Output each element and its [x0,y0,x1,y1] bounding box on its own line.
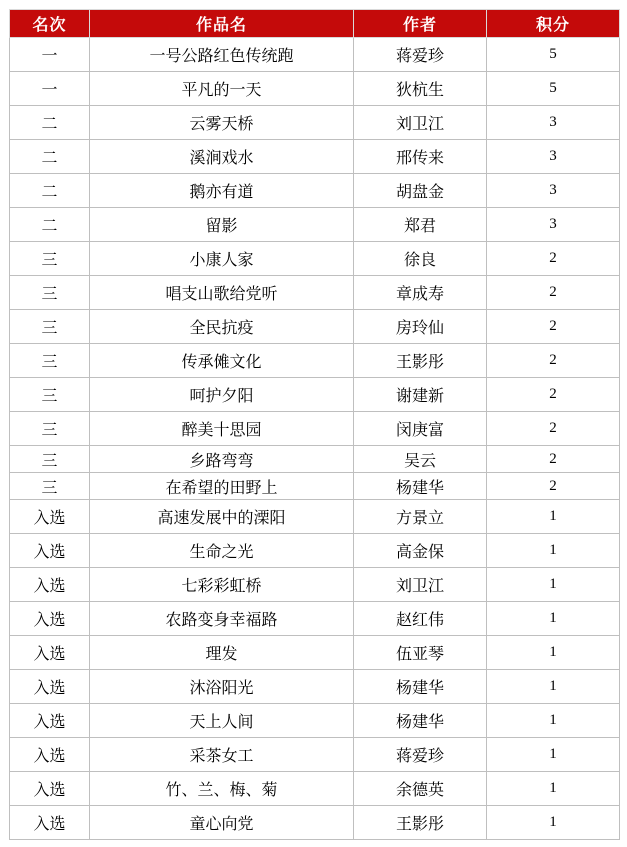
cell-score: 1 [487,772,620,806]
cell-score: 1 [487,738,620,772]
cell-title: 竹、兰、梅、菊 [90,772,354,806]
cell-author: 伍亚琴 [354,636,487,670]
table-row [10,106,620,140]
results-table-container [9,9,620,840]
table-row [10,568,620,602]
cell-author: 王影彤 [354,806,487,840]
cell-score: 2 [487,412,620,446]
cell-title: 农路变身幸福路 [90,602,354,636]
cell-score: 1 [487,806,620,840]
table-row [10,602,620,636]
cell-score: 2 [487,473,620,500]
cell-author: 吴云 [354,446,487,473]
cell-score: 1 [487,602,620,636]
cell-score: 2 [487,344,620,378]
cell-score: 5 [487,38,620,72]
cell-rank: 入选 [10,636,90,670]
cell-author: 杨建华 [354,473,487,500]
cell-score: 1 [487,500,620,534]
cell-author: 杨建华 [354,704,487,738]
cell-score: 5 [487,72,620,106]
cell-score: 1 [487,704,620,738]
cell-title: 传承傩文化 [90,344,354,378]
cell-author: 徐良 [354,242,487,276]
cell-rank: 三 [10,242,90,276]
table-header-row [10,10,620,38]
cell-author: 谢建新 [354,378,487,412]
cell-author: 蒋爱珍 [354,38,487,72]
table-row [10,446,620,473]
cell-author: 刘卫江 [354,568,487,602]
cell-rank: 入选 [10,806,90,840]
table-body [10,38,620,840]
cell-rank: 三 [10,446,90,473]
cell-title: 唱支山歌给党听 [90,276,354,310]
header-score: 积分 [487,10,620,38]
cell-score: 2 [487,242,620,276]
cell-title: 采茶女工 [90,738,354,772]
cell-rank: 三 [10,412,90,446]
table-row [10,772,620,806]
cell-author: 闵庚富 [354,412,487,446]
cell-author: 高金保 [354,534,487,568]
table-row [10,72,620,106]
cell-title: 全民抗疫 [90,310,354,344]
cell-rank: 入选 [10,568,90,602]
cell-rank: 三 [10,344,90,378]
table-row [10,208,620,242]
cell-author: 狄杭生 [354,72,487,106]
table-row [10,500,620,534]
cell-rank: 入选 [10,772,90,806]
cell-title: 七彩彩虹桥 [90,568,354,602]
table-row [10,412,620,446]
cell-title: 呵护夕阳 [90,378,354,412]
cell-score: 3 [487,140,620,174]
table-row [10,276,620,310]
cell-rank: 三 [10,378,90,412]
cell-rank: 入选 [10,738,90,772]
cell-rank: 入选 [10,704,90,738]
cell-title: 小康人家 [90,242,354,276]
table-row [10,378,620,412]
cell-rank: 入选 [10,534,90,568]
cell-title: 沐浴阳光 [90,670,354,704]
cell-rank: 三 [10,310,90,344]
cell-title: 醉美十思园 [90,412,354,446]
cell-title: 生命之光 [90,534,354,568]
table-row [10,310,620,344]
cell-title: 童心向党 [90,806,354,840]
cell-score: 1 [487,568,620,602]
cell-author: 邢传来 [354,140,487,174]
cell-title: 留影 [90,208,354,242]
cell-rank: 入选 [10,670,90,704]
table-row [10,704,620,738]
cell-score: 1 [487,670,620,704]
cell-score: 2 [487,310,620,344]
cell-rank: 二 [10,106,90,140]
cell-title: 高速发展中的溧阳 [90,500,354,534]
cell-rank: 三 [10,276,90,310]
cell-rank: 一 [10,72,90,106]
table-row [10,38,620,72]
header-rank: 名次 [10,10,90,38]
cell-author: 蒋爱珍 [354,738,487,772]
table-row [10,670,620,704]
cell-author: 杨建华 [354,670,487,704]
cell-title: 溪涧戏水 [90,140,354,174]
cell-author: 郑君 [354,208,487,242]
table-row [10,473,620,500]
results-table [9,9,620,840]
cell-author: 章成寿 [354,276,487,310]
cell-title: 天上人间 [90,704,354,738]
cell-score: 1 [487,534,620,568]
header-title: 作品名 [90,10,354,38]
cell-rank: 二 [10,174,90,208]
cell-rank: 一 [10,38,90,72]
cell-author: 赵红伟 [354,602,487,636]
cell-title: 一号公路红色传统跑 [90,38,354,72]
cell-author: 王影彤 [354,344,487,378]
cell-rank: 入选 [10,602,90,636]
table-row [10,806,620,840]
cell-title: 乡路弯弯 [90,446,354,473]
cell-score: 3 [487,174,620,208]
cell-rank: 入选 [10,500,90,534]
cell-rank: 三 [10,473,90,500]
cell-rank: 二 [10,140,90,174]
table-row [10,140,620,174]
cell-title: 理发 [90,636,354,670]
cell-author: 刘卫江 [354,106,487,140]
table-row [10,344,620,378]
cell-score: 2 [487,378,620,412]
cell-title: 在希望的田野上 [90,473,354,500]
table-row [10,174,620,208]
cell-title: 平凡的一天 [90,72,354,106]
cell-author: 方景立 [354,500,487,534]
cell-score: 2 [487,446,620,473]
cell-author: 胡盘金 [354,174,487,208]
cell-score: 3 [487,106,620,140]
table-row [10,738,620,772]
cell-score: 3 [487,208,620,242]
table-row [10,534,620,568]
cell-score: 2 [487,276,620,310]
cell-title: 鹅亦有道 [90,174,354,208]
table-row [10,636,620,670]
cell-title: 云雾天桥 [90,106,354,140]
header-author: 作者 [354,10,487,38]
cell-author: 余德英 [354,772,487,806]
table-row [10,242,620,276]
cell-score: 1 [487,636,620,670]
cell-author: 房玲仙 [354,310,487,344]
cell-rank: 二 [10,208,90,242]
